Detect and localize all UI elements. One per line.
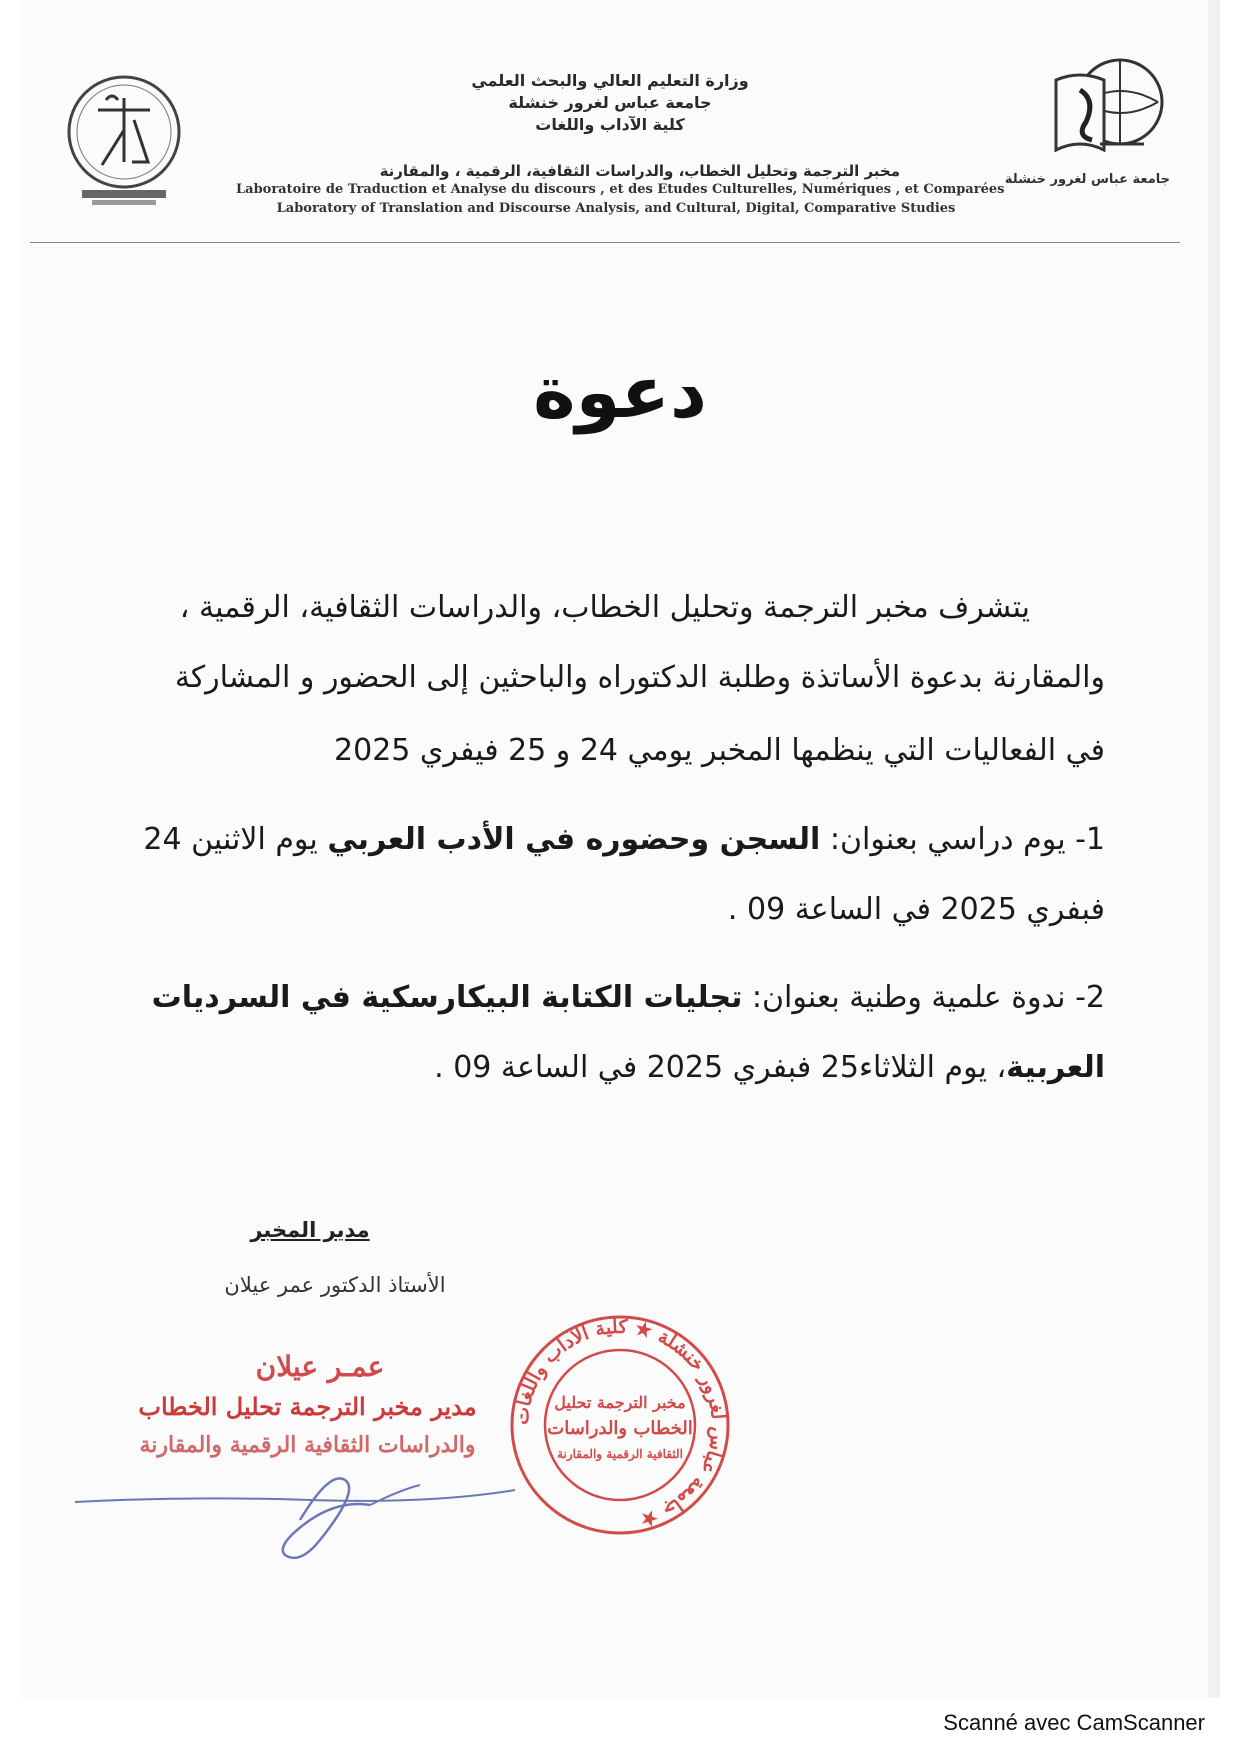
document-title: دعوة bbox=[533, 350, 707, 434]
event-1-line-1 bbox=[143, 822, 1105, 857]
event-2-line-2 bbox=[150, 1050, 1105, 1085]
signatory-name: الأستاذ الدكتور عمر عيلان bbox=[224, 1273, 446, 1297]
stamp-inner-line-1: مخبر الترجمة تحليل bbox=[554, 1393, 686, 1412]
event-1-suffix: يوم الاثنين 24 bbox=[143, 822, 328, 857]
scanner-watermark: Scanné avec CamScanner bbox=[943, 1710, 1205, 1735]
event-1-title: السجن وحضوره في الأدب العربي bbox=[327, 822, 821, 857]
name-stamp-title-1: مدير مخبر الترجمة تحليل الخطاب bbox=[138, 1392, 477, 1421]
university-name: جامعة عباس لغرور خنشلة bbox=[508, 93, 712, 112]
signatory-role: مدير المخبر bbox=[250, 1218, 370, 1242]
faculty-name: كلية الآداب واللغات bbox=[535, 115, 685, 134]
university-logo-caption: جامعة عباس لغرور خنشلة bbox=[1004, 172, 1170, 187]
name-stamp: عمـر عيلان bbox=[255, 1350, 385, 1383]
stamp-inner-line-3: الثقافية الرقمية والمقارنة bbox=[557, 1447, 683, 1461]
stamp-ring-text: جامعة عباس لغرور خنشلة ★ كلية الآداب واللغات ★ bbox=[510, 1315, 730, 1532]
event-2-line-1 bbox=[150, 980, 1105, 1015]
letterhead bbox=[420, 70, 800, 136]
page-edge bbox=[1208, 0, 1220, 1698]
intro-line-2: والمقارنة بدعوة الأساتذة وطلبة الدكتوراه والباحثين إلى الحضور و المشاركة bbox=[174, 660, 1105, 695]
event-1-prefix: 1- يوم دراسي بعنوان: bbox=[820, 822, 1105, 857]
handwritten-signature bbox=[70, 1460, 520, 1570]
lab-name-french: Laboratoire de Traduction et Analyse du discours , et des Etudes Culturelles, Numériques , et Comparées bbox=[236, 182, 1005, 197]
lab-name-arabic: مخبر الترجمة وتحليل الخطاب، والدراسات الثقافية، الرقمية ، والمقارنة bbox=[379, 162, 900, 180]
official-round-stamp bbox=[505, 1310, 735, 1540]
event-2-prefix: 2- ندوة علمية وطنية بعنوان: bbox=[742, 980, 1105, 1015]
event-2-title-part-1: تجليات الكتابة البيكارسكية في السرديات bbox=[151, 980, 743, 1015]
event-1-line-2: فبفري 2025 في الساعة 09 . bbox=[727, 892, 1105, 927]
laboratory-logo bbox=[62, 70, 186, 220]
name-stamp-title-2: والدراسات الثقافية الرقمية والمقارنة bbox=[139, 1432, 476, 1458]
intro-line-1: يتشرف مخبر الترجمة وتحليل الخطاب، والدراسات الثقافية، الرقمية ، bbox=[179, 590, 1030, 625]
ministry-name: وزارة التعليم العالي والبحث العلمي bbox=[471, 71, 749, 90]
event-2-suffix: ، يوم الثلاثاء25 فبفري 2025 في الساعة 09 . bbox=[434, 1050, 1007, 1085]
header-divider bbox=[30, 242, 1180, 243]
intro-line-3: في الفعاليات التي ينظمها المخبر يومي 24 و 25 فيفري 2025 bbox=[334, 733, 1105, 768]
lab-name-english: Laboratory of Translation and Discourse Analysis, and Cultural, Digital, Comparative Studies bbox=[276, 201, 956, 216]
stamp-inner-line-2: الخطاب والدراسات bbox=[547, 1418, 693, 1439]
event-2-title-part-2: العربية bbox=[1006, 1050, 1105, 1085]
